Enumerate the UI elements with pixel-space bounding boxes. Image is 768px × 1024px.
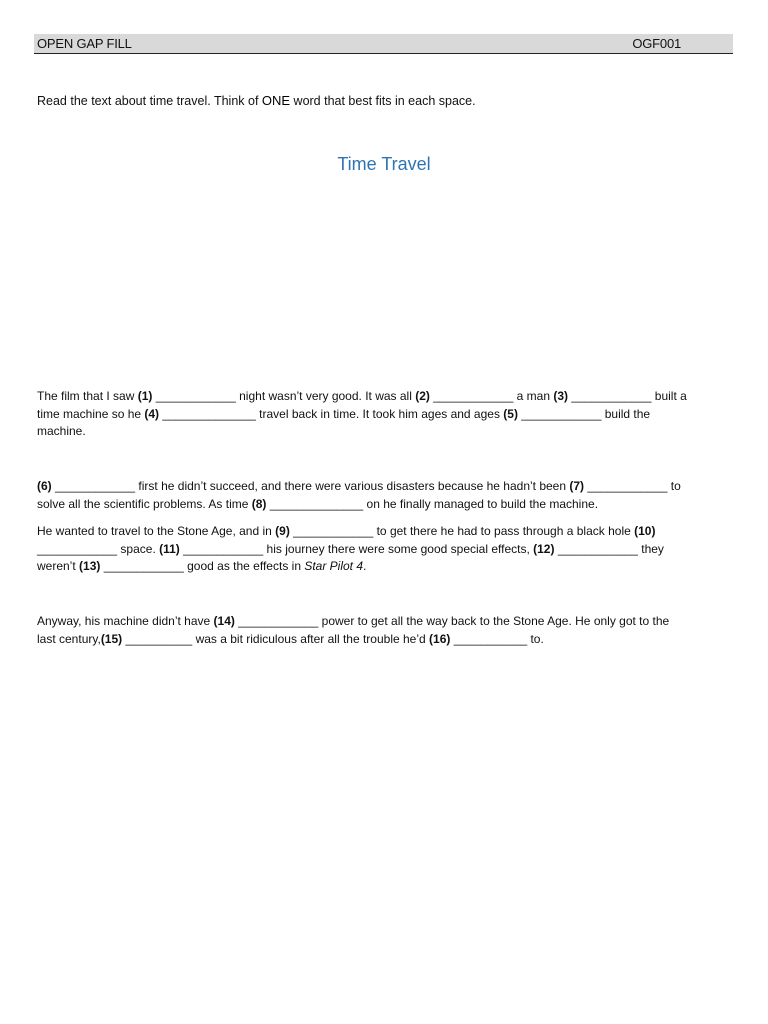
text: ____________ first he didn’t succeed, and there were various disasters because he hadn’t been: [51, 479, 570, 493]
paragraph-1: [37, 388, 733, 441]
text: machine.: [37, 424, 86, 438]
text: ____________ night wasn’t very good. It was all: [152, 389, 416, 403]
gap-number: (5): [503, 406, 518, 421]
gap-number: (7): [569, 479, 585, 493]
text: He wanted to travel to the Stone Age, and in: [37, 524, 276, 538]
gap-number: (3): [553, 389, 569, 403]
instruction-text: Read the text about time travel. Think of: [37, 94, 262, 108]
text: The film that I saw: [37, 389, 138, 403]
text: ____________ a man: [429, 389, 554, 403]
gap-number: (10): [634, 524, 656, 538]
gap-number: (8): [251, 496, 267, 511]
text: ____________ good as the effects in: [100, 559, 305, 573]
gap-number: (13): [79, 559, 101, 573]
gap-number: (4): [144, 406, 160, 421]
gap-number: (14): [213, 614, 235, 628]
gap-number: (1): [137, 389, 153, 403]
worksheet-type: OPEN GAP FILL: [37, 36, 132, 51]
page-title: Time Travel: [337, 154, 431, 174]
text: ____________ power to get all the way back to the Stone Age. He only got to the: [234, 614, 670, 628]
text: ____________ built a: [568, 389, 687, 403]
gap-number: (11): [159, 541, 180, 556]
gap-number: (9): [275, 524, 290, 538]
paragraph-3: [37, 523, 733, 576]
text: time machine so he: [37, 406, 145, 421]
text: ____________ they: [554, 541, 664, 556]
text: ______________ travel back in time. It took him ages and ages: [159, 406, 504, 421]
text: ____________ build the: [517, 406, 651, 421]
instruction-text-end: word that best fits in each space.: [290, 94, 476, 108]
header-bar: [34, 34, 733, 54]
instruction-emphasis: ONE: [261, 93, 291, 108]
text: last century,: [37, 631, 101, 646]
worksheet-code: OGF001: [632, 36, 681, 51]
instructions: [37, 93, 476, 108]
text: Anyway, his machine didn’t have: [37, 614, 214, 628]
text: ____________ to: [584, 479, 681, 493]
gap-number: (16): [429, 631, 451, 646]
gap-number: (2): [415, 389, 430, 403]
text: ____________ space.: [37, 541, 160, 556]
text: ____________ his journey there were some good special effects,: [179, 541, 534, 556]
text: weren’t: [37, 559, 80, 573]
text: .: [363, 559, 367, 573]
text: ______________ on he finally managed to build the machine.: [266, 496, 599, 511]
gap-number: (15): [100, 631, 123, 646]
text: solve all the scientific problems. As time: [37, 496, 252, 511]
text: ___________ to.: [450, 631, 544, 646]
film-title: Star Pilot 4: [304, 559, 364, 573]
text: ____________ to get there he had to pass through a black hole: [289, 524, 635, 538]
text: __________ was a bit ridiculous after all the trouble he’d: [122, 631, 430, 646]
paragraph-2: [37, 478, 733, 513]
gap-number: (6): [37, 479, 52, 493]
gap-number: (12): [533, 541, 555, 556]
paragraph-4: [37, 613, 733, 648]
